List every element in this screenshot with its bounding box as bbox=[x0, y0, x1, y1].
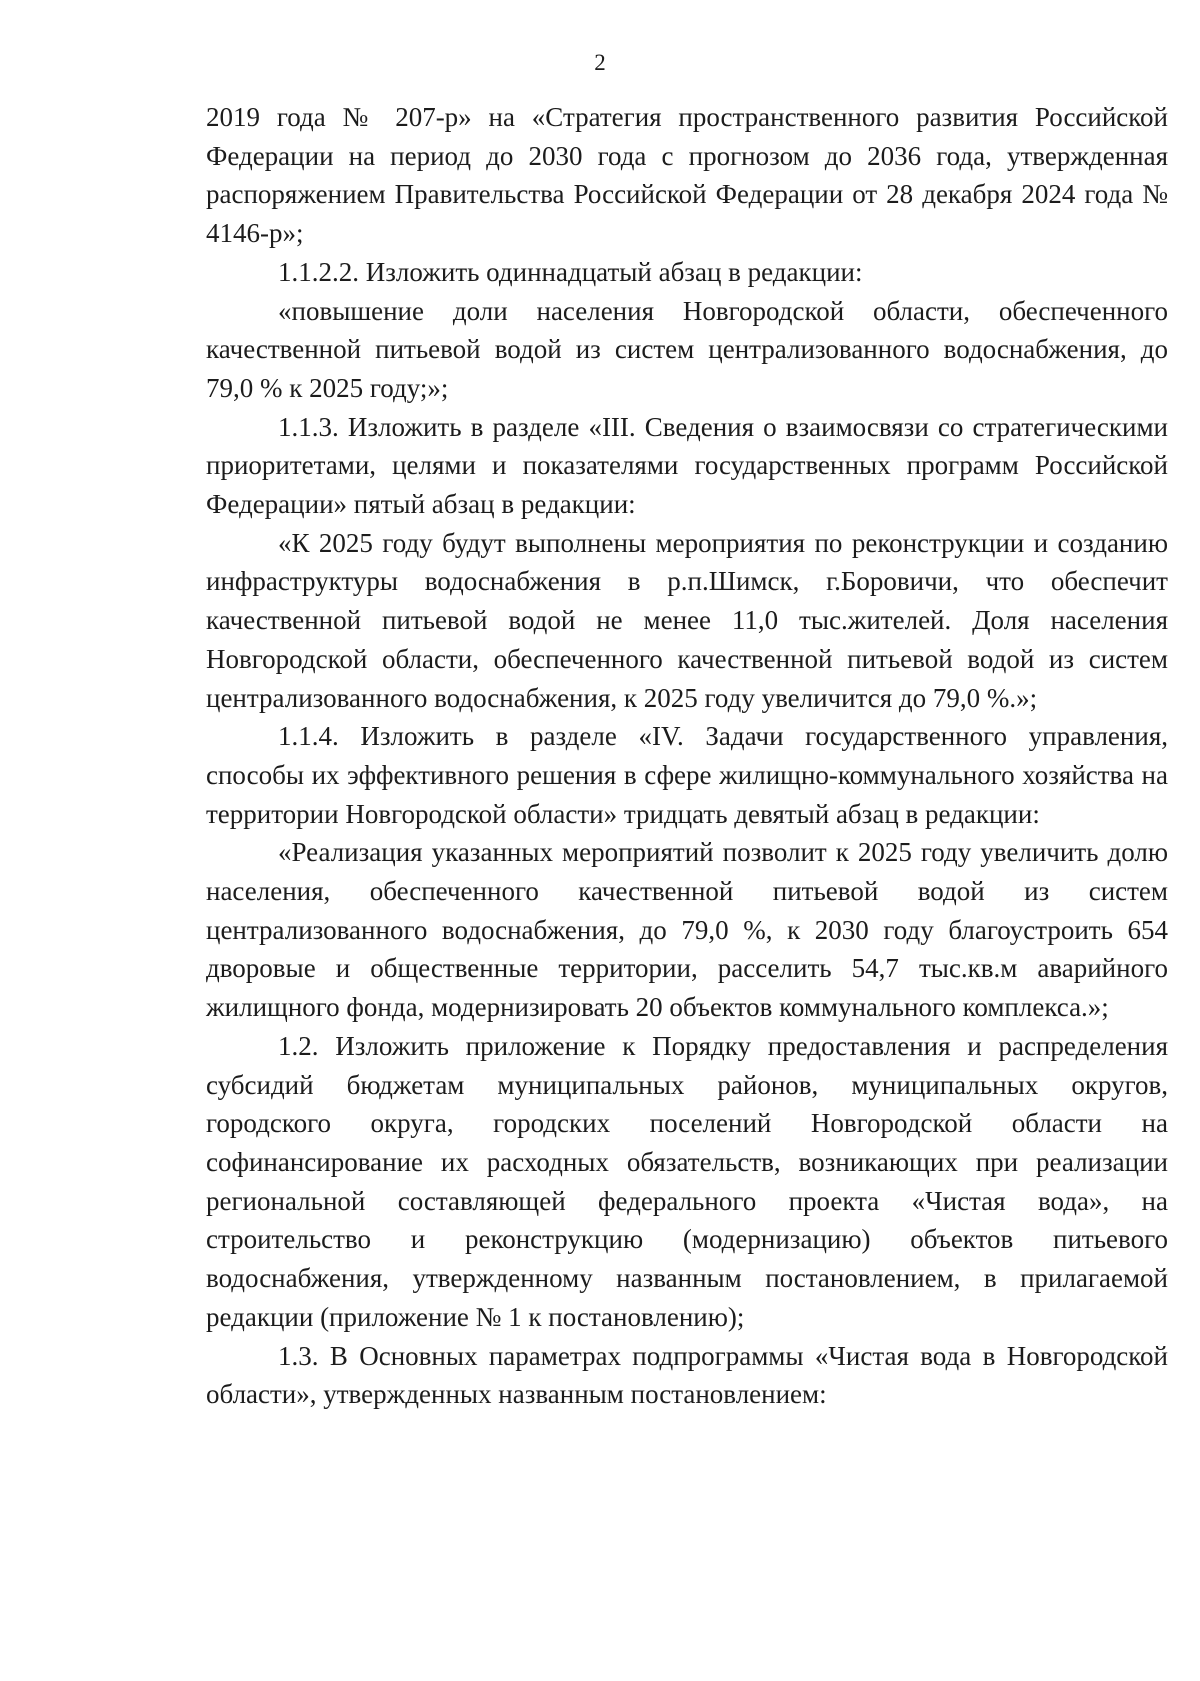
document-body bbox=[206, 98, 1168, 1414]
paragraph-quote-water-share: «повышение доли населения Новгородской области, обеспеченного качественной питьевой водой из систем централизованного водоснабжения, до 79,0 % к 2025 году;»; bbox=[206, 295, 1168, 403]
paragraph-1-2: 1.2. Изложить приложение к Порядку предоставления и распределения субсидий бюджетам муниципальных районов, муниципальных округов, городского округа, городских поселений Новгородской области на софинансирование их расходных обязательств, возникающих при реализации региональной составляющей федерального проекта «Чистая вода», на строительство и реконструкцию (модернизацию) объектов питьевого водоснабжения, утвержденному названным постановлением, в прилагаемой редакции (приложение № 1 к постановлению); bbox=[206, 1030, 1168, 1332]
paragraph-1-3: 1.3. В Основных параметрах подпрограммы «Чистая вода в Новгородской области», утвержденных названным постановлением: bbox=[206, 1340, 1168, 1410]
paragraph-continuation: 2019 года № 207-р» на «Стратегия пространственного развития Российской Федерации на период до 2030 года с прогнозом до 2036 года, утвержденная распоряжением Правительства Российской Федерации от 28 декабря 2024 года № 4146-р»; bbox=[206, 102, 1168, 249]
paragraph-quote-2025-measures: «К 2025 году будут выполнены мероприятия по реконструкции и созданию инфраструктуры водоснабжения в р.п.Шимск, г.Боровичи, что обеспечит качественной питьевой водой не менее 11,0 тыс.жителей. Доля населения Новгородской области, обеспеченного качественной питьевой водой из систем централизованного водоснабжения, к 2025 году увеличится до 79,0 %.»; bbox=[206, 527, 1168, 713]
paragraph-quote-implementation: «Реализация указанных мероприятий позволит к 2025 году увеличить долю населения, обеспеченного качественной питьевой водой из систем централизованного водоснабжения, до 79,0 %, к 2030 году благоустроить 654 дворовые и общественные территории, расселить 54,7 тыс.кв.м аварийного жилищного фонда, модернизировать 20 объектов коммунального комплекса.»; bbox=[206, 837, 1168, 1023]
paragraph-1-1-3: 1.1.3. Изложить в разделе «III. Сведения о взаимосвязи со стратегическими приоритетами, целями и показателями государственных программ Российской Федерации» пятый абзац в редакции: bbox=[206, 411, 1168, 520]
paragraph-1-1-4: 1.1.4. Изложить в разделе «IV. Задачи государственного управления, способы их эффективного решения в сфере жилищно-коммунального хозяйства на территории Новгородской области» тридцать девятый абзац в редакции: bbox=[206, 721, 1168, 829]
paragraph-1-1-2-2: 1.1.2.2. Изложить одиннадцатый абзац в редакции: bbox=[278, 256, 863, 287]
page-number: 2 bbox=[594, 50, 606, 75]
